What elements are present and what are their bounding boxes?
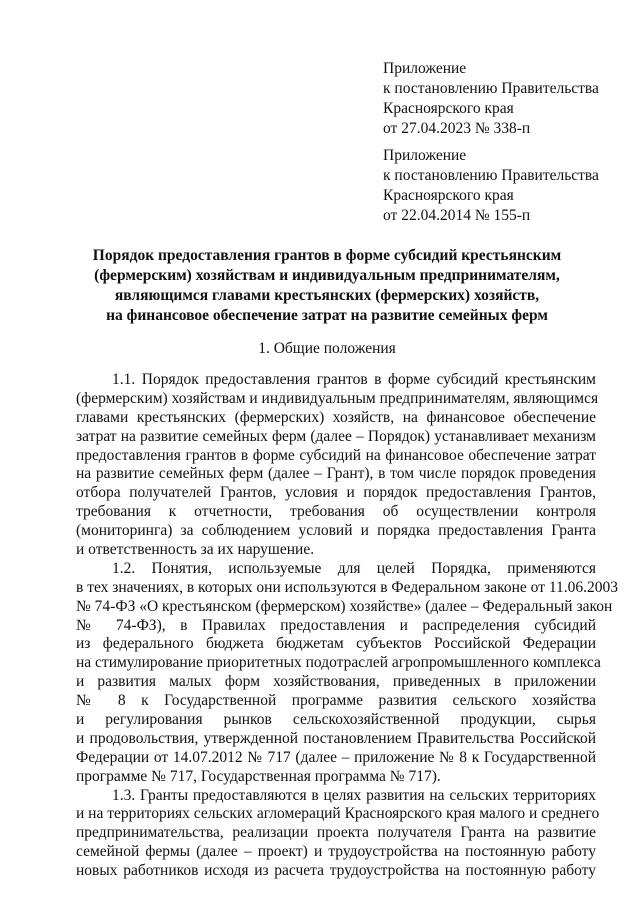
appendix-line: от 22.04.2014 № 155-п: [383, 207, 531, 224]
paragraph-line: (фермерским) хозяйствам и индивидуальным предпринимателям, являющимся: [76, 389, 599, 407]
paragraph-line: программе № 717, Государственная программа № 717).: [76, 767, 441, 785]
appendix-block-original: [383, 146, 599, 226]
paragraph-line: в тех значениях, в которых они используются в Федеральном законе от 11.06.2003: [76, 578, 619, 596]
appendix-block-current: [383, 59, 599, 139]
paragraph-line: 1.2. Понятия, используемые для целей Порядка, применяются: [112, 559, 596, 577]
appendix-line: Красноярского края: [383, 187, 514, 204]
paragraph-line: главами крестьянских (фермерских) хозяйств, на финансовое обеспечение: [76, 408, 596, 426]
paragraph-line: и ответственность за их нарушение.: [76, 541, 315, 559]
paragraph-line: предпринимательства, реализации проекта получателя Гранта на развитие: [76, 824, 596, 842]
paragraph-line: № 8 к Государственной программе развития сельского хозяйства: [76, 692, 596, 710]
appendix-line: Красноярского края: [383, 100, 514, 117]
appendix-line: Приложение: [383, 147, 467, 164]
paragraph-line: требования к отчетности, требования об осуществлении контроля: [76, 503, 596, 521]
paragraph-line: 1.1. Порядок предоставления грантов в форме субсидий крестьянским: [112, 371, 596, 388]
document-title: [70, 246, 584, 326]
paragraph-line: (мониторинга) за соблюдением условий и порядка предоставления Гранта: [76, 522, 596, 540]
paragraph-line: из федерального бюджета бюджетам субъектов Российской Федерации: [76, 635, 596, 653]
section-heading: 1. Общие положения: [258, 340, 396, 357]
paragraph-line: и на территориях сельских агломераций Красноярского края малого и среднего: [76, 805, 600, 823]
body-text: [76, 371, 619, 881]
appendix-line: к постановлению Правительства: [383, 80, 599, 97]
paragraph-line: и развития малых форм хозяйствования, приведенных в приложении: [76, 673, 596, 691]
title-line: Порядок предоставления грантов в форме субсидий крестьянским: [92, 247, 562, 264]
title-line: на финансовое обеспечение затрат на развитие семейных ферм: [106, 307, 548, 324]
paragraph-line: и регулирования рынков сельскохозяйственной продукции, сырья: [76, 711, 596, 729]
paragraph-line: затрат на развитие семейных ферм (далее – Порядок) устанавливает механизм: [76, 427, 596, 445]
paragraph-line: и продовольствия, утвержденной постановлением Правительства Российской: [76, 729, 596, 747]
paragraph-line: № 74-ФЗ «О крестьянском (фермерском) хозяйстве» (далее – Федеральный закон: [76, 597, 613, 615]
paragraph-line: новых работников исходя из расчета трудоустройства на постоянную работу: [76, 862, 596, 880]
paragraph-line: отбора получателей Грантов, условия и порядок предоставления Грантов,: [76, 484, 596, 502]
appendix-line: Приложение: [383, 60, 467, 77]
paragraph-line: на стимулирование приоритетных подотраслей агропромышленного комплекса: [76, 654, 601, 672]
title-line: (фермерским) хозяйствам и индивидуальным предпринимателям,: [94, 267, 560, 284]
paragraph-line: 1.3. Гранты предоставляются в целях развития на сельских территориях: [112, 786, 596, 804]
title-line: являющимся главами крестьянских (фермерских) хозяйств,: [114, 287, 540, 304]
paragraph-line: на развитие семейных ферм (далее – Грант), в том числе порядок проведения: [76, 465, 596, 483]
paragraph-line: семейной фермы (далее – проект) и трудоустройства на постоянную работу: [76, 843, 596, 861]
appendix-line: от 27.04.2023 № 338-п: [383, 120, 531, 137]
paragraph-line: № 74-ФЗ), в Правилах предоставления и распределения субсидий: [76, 616, 596, 634]
appendix-line: к постановлению Правительства: [383, 167, 599, 184]
paragraph-line: Федерации от 14.07.2012 № 717 (далее – приложение № 8 к Государственной: [76, 748, 596, 766]
paragraph-line: предоставления грантов в форме субсидий на финансовое обеспечение затрат: [76, 446, 596, 464]
